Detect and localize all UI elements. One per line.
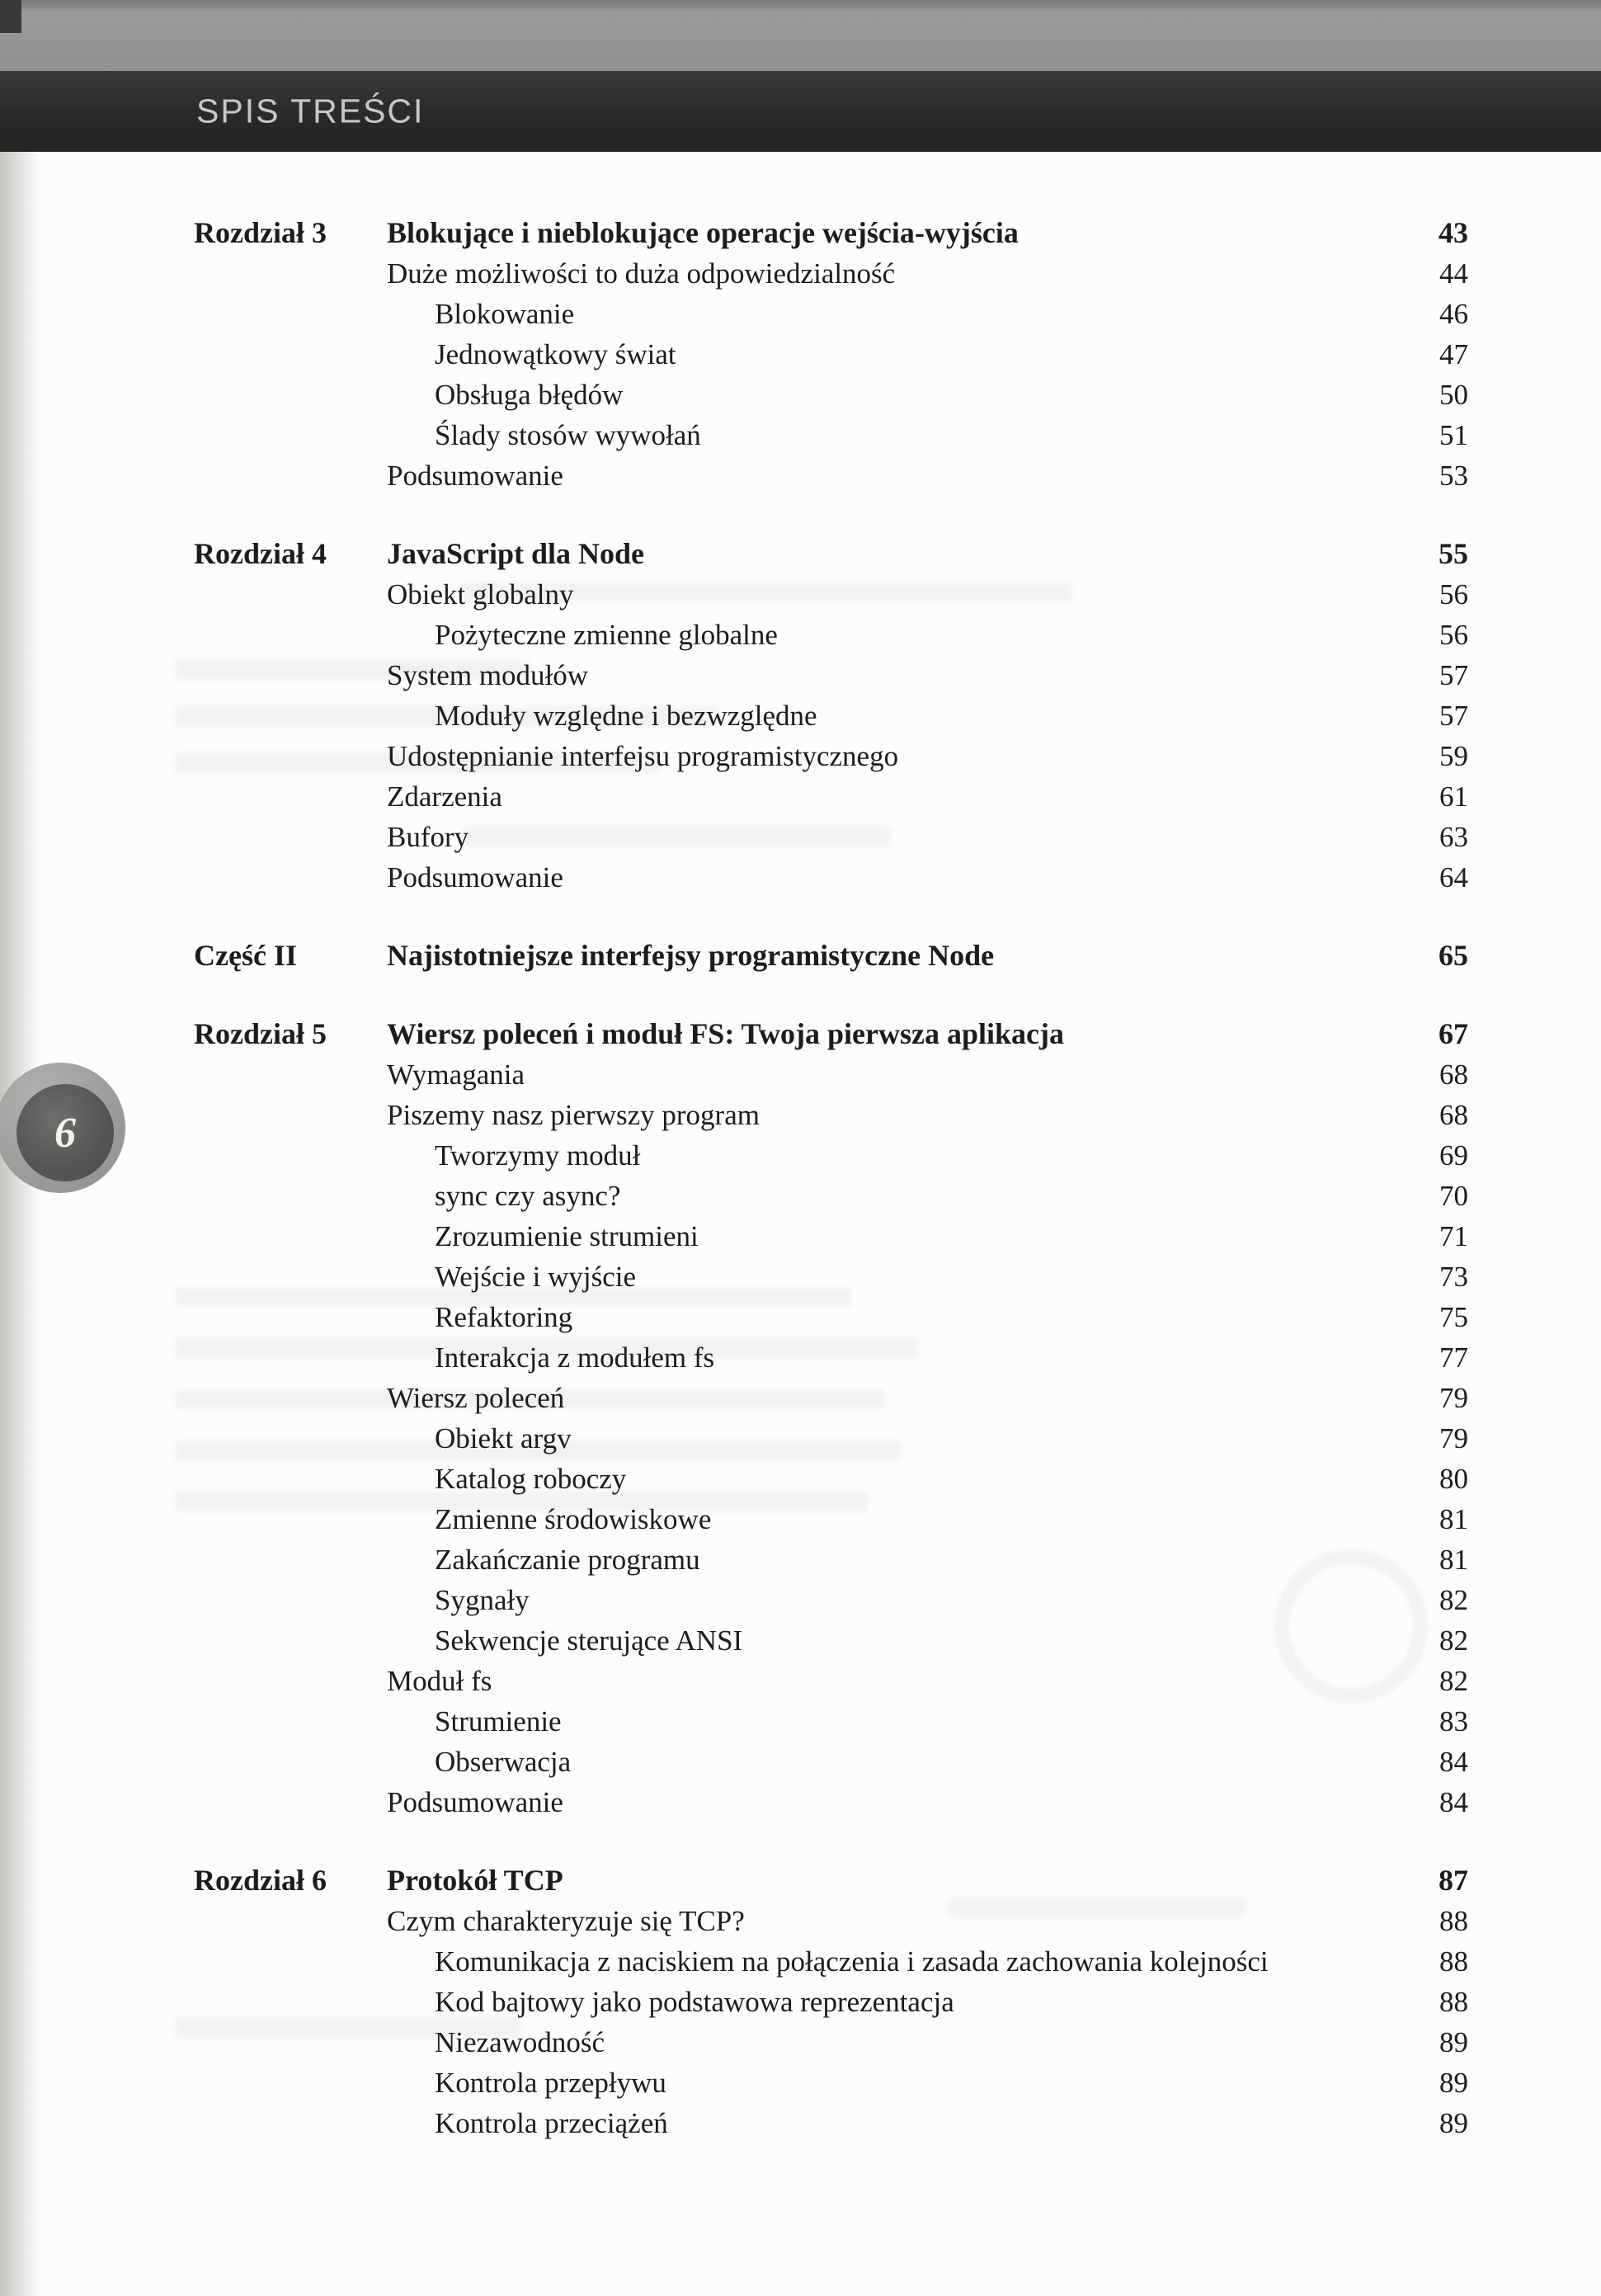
toc-chapter-row xyxy=(0,1860,1468,1901)
entry-page-number: 47 xyxy=(1439,338,1468,370)
scan-top-strip xyxy=(0,0,1601,71)
chapter-page-number: 65 xyxy=(1439,939,1468,972)
toc-section xyxy=(0,1860,1468,2143)
entry-title: Obiekt globalny xyxy=(387,578,574,611)
entry-page-number: 57 xyxy=(1439,700,1468,732)
toc-entry-row xyxy=(0,294,1468,334)
chapter-title: Wiersz poleceń i moduł FS: Twoja pierwsza aplikacja xyxy=(387,1017,1064,1050)
entry-title: Pożyteczne zmienne globalne xyxy=(435,619,778,651)
entry-page-number: 64 xyxy=(1439,861,1468,893)
entry-page-number: 84 xyxy=(1439,1746,1468,1778)
entry-page-number: 51 xyxy=(1439,419,1468,451)
entry-title: Interakcja z modułem fs xyxy=(435,1341,715,1374)
page-number: 6 xyxy=(54,1109,76,1157)
entry-title: Zdarzenia xyxy=(387,780,502,813)
toc-entry-row xyxy=(0,1499,1468,1539)
chapter-label: Część II xyxy=(194,939,297,972)
entry-title: Kontrola przeciążeń xyxy=(435,2107,668,2139)
entry-title: Bufory xyxy=(387,821,469,853)
entry-page-number: 82 xyxy=(1439,1665,1468,1697)
entry-page-number: 82 xyxy=(1439,1584,1468,1616)
chapter-page-number: 87 xyxy=(1439,1864,1468,1897)
entry-page-number: 70 xyxy=(1439,1180,1468,1212)
entry-title: Zakańczanie programu xyxy=(435,1544,700,1576)
entry-title: Obserwacja xyxy=(435,1746,572,1778)
entry-page-number: 46 xyxy=(1439,298,1468,330)
entry-page-number: 81 xyxy=(1439,1544,1468,1576)
entry-title: Obsługa błędów xyxy=(435,379,624,411)
toc-entry-row xyxy=(0,1418,1468,1459)
entry-page-number: 88 xyxy=(1439,1945,1468,1978)
chapter-label: Rozdział 4 xyxy=(194,537,327,570)
toc-entry-row xyxy=(0,615,1468,655)
entry-title: Sygnały xyxy=(435,1584,530,1616)
entry-page-number: 88 xyxy=(1439,1905,1468,1937)
toc-entry-row xyxy=(0,1095,1468,1135)
entry-page-number: 73 xyxy=(1439,1261,1468,1293)
toc-entry-row xyxy=(0,2022,1468,2063)
toc-entry-row xyxy=(0,415,1468,455)
entry-title: Moduły względne i bezwzględne xyxy=(435,700,817,732)
toc-section xyxy=(0,936,1468,976)
entry-title: Blokowanie xyxy=(435,298,575,330)
entry-title: Tworzymy moduł xyxy=(435,1139,641,1172)
entry-title: Piszemy nasz pierwszy program xyxy=(387,1099,760,1131)
chapter-page-number: 43 xyxy=(1439,216,1468,249)
entry-title: Niezawodność xyxy=(435,2026,605,2058)
toc-entry-row xyxy=(0,375,1468,415)
entry-title: Sekwencje sterujące ANSI xyxy=(435,1624,743,1657)
toc-entry-row xyxy=(0,1337,1468,1378)
toc-entry-row xyxy=(0,1901,1468,1941)
chapter-title: JavaScript dla Node xyxy=(387,537,645,570)
entry-title: Zrozumienie strumieni xyxy=(435,1220,699,1252)
chapter-label: Rozdział 3 xyxy=(194,216,327,249)
entry-page-number: 68 xyxy=(1439,1058,1468,1091)
toc-entry-row xyxy=(0,655,1468,695)
chapter-label: Rozdział 6 xyxy=(194,1864,327,1897)
toc-entry-row xyxy=(0,1620,1468,1661)
toc-section xyxy=(0,1014,1468,1822)
entry-page-number: 50 xyxy=(1439,379,1468,411)
entry-page-number: 89 xyxy=(1439,2067,1468,2099)
toc-entry-row xyxy=(0,695,1468,736)
toc-entry-row xyxy=(0,1459,1468,1499)
entry-page-number: 88 xyxy=(1439,1986,1468,2018)
toc-entry-row xyxy=(0,776,1468,817)
entry-page-number: 69 xyxy=(1439,1139,1468,1172)
entry-title: Zmienne środowiskowe xyxy=(435,1503,712,1535)
scan-corner-notch xyxy=(0,0,21,33)
entry-title: Duże możliwości to duża odpowiedzialność xyxy=(387,257,896,290)
toc-section xyxy=(0,213,1468,496)
entry-page-number: 82 xyxy=(1439,1624,1468,1657)
entry-page-number: 71 xyxy=(1439,1220,1468,1252)
toc-entry-row xyxy=(0,1742,1468,1782)
toc-chapter-row xyxy=(0,534,1468,574)
entry-title: Katalog roboczy xyxy=(435,1463,627,1495)
chapter-page-number: 67 xyxy=(1439,1017,1468,1050)
toc xyxy=(0,213,1468,2143)
toc-entry-row xyxy=(0,857,1468,898)
toc-entry-row xyxy=(0,253,1468,294)
entry-title: System modułów xyxy=(387,659,589,691)
entry-page-number: 61 xyxy=(1439,780,1468,813)
entry-title: Kod bajtowy jako podstawowa reprezentacja xyxy=(435,1986,954,2018)
entry-page-number: 53 xyxy=(1439,460,1468,492)
toc-entry-row xyxy=(0,1216,1468,1256)
entry-page-number: 59 xyxy=(1439,740,1468,772)
toc-section xyxy=(0,534,1468,898)
toc-entry-row xyxy=(0,574,1468,615)
entry-page-number: 84 xyxy=(1439,1786,1468,1818)
entry-page-number: 57 xyxy=(1439,659,1468,691)
entry-title: Wejście i wyjście xyxy=(435,1261,637,1293)
header-bar xyxy=(0,71,1601,152)
entry-title: Podsumowanie xyxy=(387,460,563,492)
entry-title: Wiersz poleceń xyxy=(387,1382,565,1414)
page-title: SPIS TREŚCI xyxy=(196,92,425,130)
entry-page-number: 79 xyxy=(1439,1422,1468,1454)
entry-title: Kontrola przepływu xyxy=(435,2067,666,2099)
chapter-title: Najistotniejsze interfejsy programistyczne Node xyxy=(387,939,995,972)
toc-entry-row xyxy=(0,1256,1468,1297)
toc-entry-row xyxy=(0,1661,1468,1701)
toc-entry-row xyxy=(0,1782,1468,1822)
entry-page-number: 44 xyxy=(1439,257,1468,290)
entry-title: Strumienie xyxy=(435,1705,562,1737)
toc-entry-row xyxy=(0,2103,1468,2143)
entry-page-number: 56 xyxy=(1439,619,1468,651)
entry-page-number: 89 xyxy=(1439,2107,1468,2139)
toc-chapter-row xyxy=(0,936,1468,976)
toc-entry-row xyxy=(0,817,1468,857)
entry-page-number: 63 xyxy=(1439,821,1468,853)
entry-title: Jednowątkowy świat xyxy=(435,338,676,370)
toc-entry-row xyxy=(0,1982,1468,2022)
toc-entry-row xyxy=(0,1941,1468,1982)
entry-title: Wymagania xyxy=(387,1058,525,1091)
entry-title: Czym charakteryzuje się TCP? xyxy=(387,1905,745,1937)
toc-entry-row xyxy=(0,1054,1468,1095)
entry-title: Ślady stosów wywołań xyxy=(435,419,701,451)
entry-title: sync czy async? xyxy=(435,1180,621,1212)
entry-title: Udostępnianie interfejsu programistycznego xyxy=(387,740,899,772)
entry-title: Refaktoring xyxy=(435,1301,573,1333)
entry-page-number: 80 xyxy=(1439,1463,1468,1495)
entry-page-number: 89 xyxy=(1439,2026,1468,2058)
chapter-label: Rozdział 5 xyxy=(194,1017,327,1050)
toc-entry-row xyxy=(0,1176,1468,1216)
entry-page-number: 83 xyxy=(1439,1705,1468,1737)
entry-page-number: 75 xyxy=(1439,1301,1468,1333)
chapter-title: Blokujące i nieblokujące operacje wejścia-wyjścia xyxy=(387,216,1019,249)
entry-title: Podsumowanie xyxy=(387,1786,563,1818)
toc-chapter-row xyxy=(0,1014,1468,1054)
toc-entry-row xyxy=(0,455,1468,496)
toc-entry-row xyxy=(0,1135,1468,1176)
toc-entry-row xyxy=(0,2063,1468,2103)
entry-title: Podsumowanie xyxy=(387,861,563,893)
entry-page-number: 68 xyxy=(1439,1099,1468,1131)
chapter-title: Protokół TCP xyxy=(387,1864,563,1897)
chapter-page-number: 55 xyxy=(1439,537,1468,570)
toc-chapter-row xyxy=(0,213,1468,253)
toc-entry-row xyxy=(0,736,1468,776)
entry-title: Komunikacja z naciskiem na połączenia i zasada zachowania kolejności xyxy=(435,1945,1269,1978)
toc-entry-row xyxy=(0,1297,1468,1337)
toc-entry-row xyxy=(0,1539,1468,1580)
entry-page-number: 77 xyxy=(1439,1341,1468,1374)
entry-page-number: 79 xyxy=(1439,1382,1468,1414)
entry-page-number: 81 xyxy=(1439,1503,1468,1535)
toc-entry-row xyxy=(0,1580,1468,1620)
toc-entry-row xyxy=(0,334,1468,375)
toc-entry-row xyxy=(0,1701,1468,1742)
entry-title: Moduł fs xyxy=(387,1665,492,1697)
entry-page-number: 56 xyxy=(1439,578,1468,611)
toc-entry-row xyxy=(0,1378,1468,1418)
entry-title: Obiekt argv xyxy=(435,1422,572,1454)
